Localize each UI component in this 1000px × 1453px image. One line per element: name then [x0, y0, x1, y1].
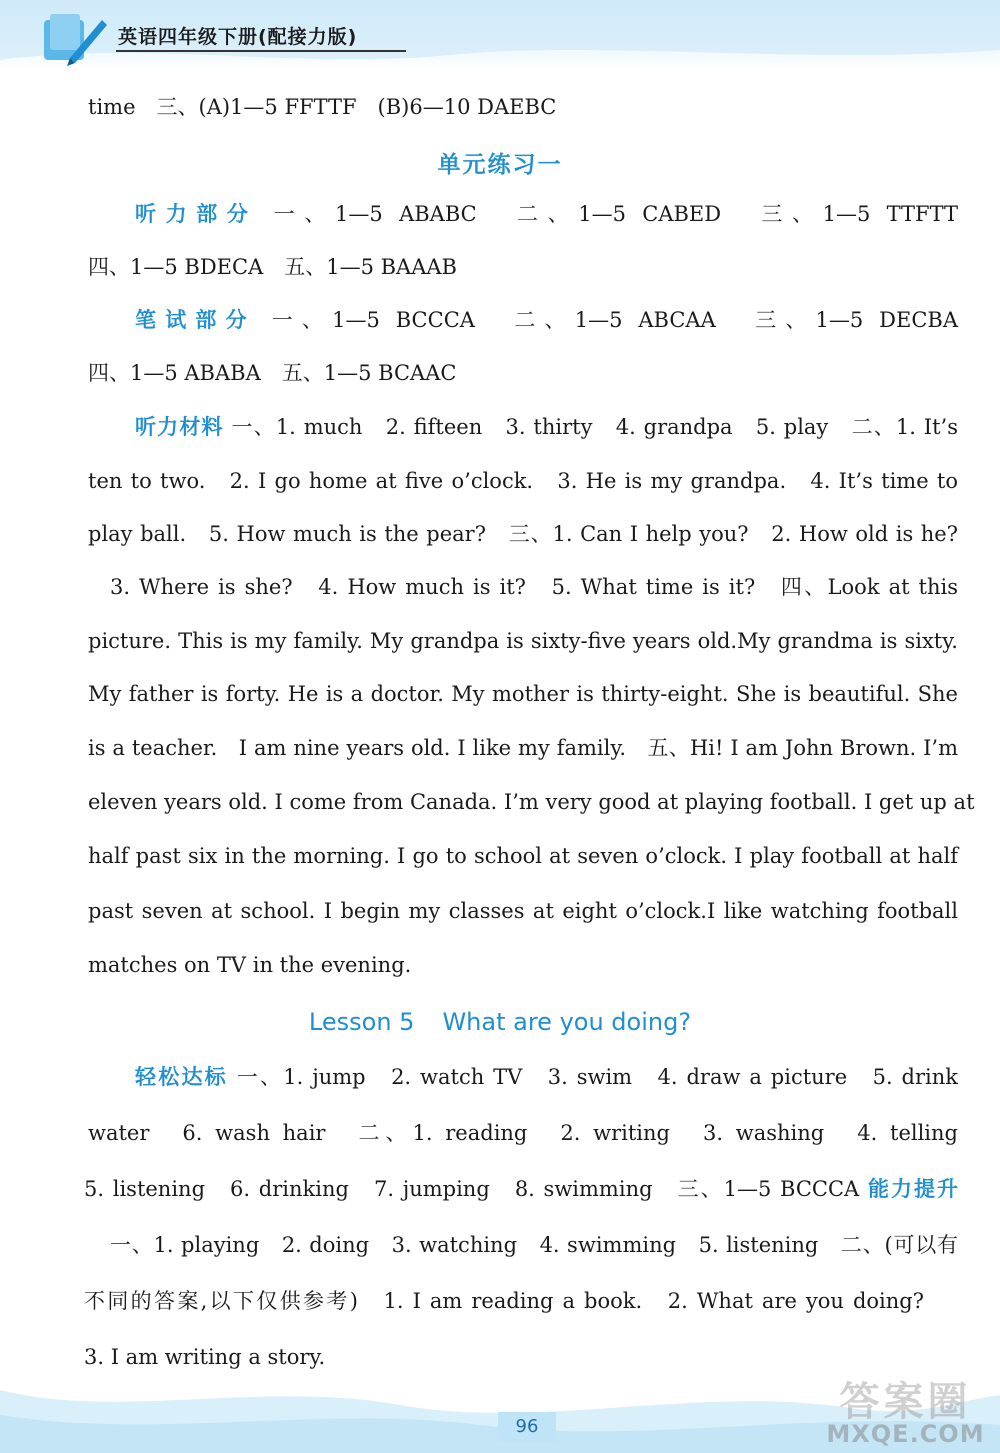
watermark-bottom-text: MXQE.COM — [826, 1420, 985, 1448]
lesson-title — [0, 1008, 1000, 1036]
header-underline — [116, 50, 406, 52]
tag-listening-part: 听力部分 — [135, 202, 258, 226]
answer-line: My father is forty. He is a doctor. My mother is thirty-eight. She is beautiful. She — [88, 682, 958, 706]
answer-line: 四、1—5 ABABA 五、1—5 BCAAC — [88, 361, 457, 385]
answer-line — [135, 1062, 958, 1092]
answer-line: 3. I am writing a story. — [84, 1345, 326, 1369]
answer-line: time 三、(A)1—5 FFTTF (B)6—10 DAEBC — [88, 95, 557, 119]
tag-written-part: 笔试部分 — [135, 308, 256, 332]
answer-line — [84, 1174, 958, 1204]
answer-text: 一、1. much 2. fifteen 3. thirty 4. grandpa 5. play 二、1. It’s — [231, 415, 958, 439]
lesson-name: What are you doing? — [442, 1008, 692, 1036]
lesson-number: Lesson 5 — [308, 1008, 415, 1036]
answer-line: matches on TV in the evening. — [88, 953, 412, 977]
answer-text: 一、1—5 ABABC 二、1—5 CABED 三、1—5 TTFTT — [273, 202, 958, 226]
answer-line: eleven years old. I come from Canada. I’m very good at playing football. I get up at — [88, 790, 975, 814]
answer-line: 四、1—5 BDECA 五、1—5 BAAAB — [88, 255, 457, 279]
tag-ability-boost: 能力提升 — [867, 1177, 959, 1201]
answer-line: 一、1. playing 2. doing 3. watching 4. swimming 5. listening 二、(可以有 — [110, 1233, 958, 1257]
answer-line — [135, 412, 958, 442]
watermark-top-text: 答案圈 — [839, 1379, 972, 1425]
answer-line: is a teacher. I am nine years old. I like my family. 五、Hi! I am John Brown. I’m — [88, 736, 958, 760]
answer-line: half past six in the morning. I go to school at seven o’clock. I play football at half — [88, 844, 958, 868]
tag-listening-material: 听力材料 — [135, 415, 224, 439]
answer-line: picture. This is my family. My grandpa is sixty-five years old.My grandma is sixty. — [88, 629, 958, 653]
answer-line: ten to two. 2. I go home at five o’clock. 3. He is my grandpa. 4. It’s time to — [88, 469, 958, 493]
answer-line: play ball. 5. How much is the pear? 三、1. Can I help you? 2. How old is he? — [88, 522, 958, 546]
page-number: 96 — [498, 1412, 556, 1442]
answer-line: water 6. wash hair 二、1. reading 2. writing 3. washing 4. telling — [88, 1121, 958, 1145]
pencil-book-icon — [40, 6, 110, 66]
watermark-logo — [818, 1370, 993, 1450]
section-title-unit-exercise: 单元练习一 — [437, 152, 563, 178]
answer-text: 一、1. jump 2. watch TV 3. swim 4. draw a picture 5. drink — [236, 1065, 958, 1089]
answer-line: 3. Where is she? 4. How much is it? 5. What time is it? 四、Look at this — [110, 575, 958, 599]
answer-text: 一、1—5 BCCCA 二、1—5 ABCAA 三、1—5 DECBA — [271, 308, 958, 332]
answer-line — [135, 199, 958, 229]
tag-easy-standard: 轻松达标 — [135, 1065, 228, 1089]
answer-line: 不同的答案,以下仅供参考) 1. I am reading a book. 2. What are you doing? — [84, 1289, 924, 1313]
answer-text: 5. listening 6. drinking 7. jumping 8. swimming 三、1—5 BCCCA — [84, 1177, 860, 1201]
answer-line — [135, 305, 958, 335]
answer-line: past seven at school. I begin my classes at eight o’clock.I like watching football — [88, 899, 958, 923]
header-title: 英语四年级下册(配接力版) — [118, 26, 358, 48]
